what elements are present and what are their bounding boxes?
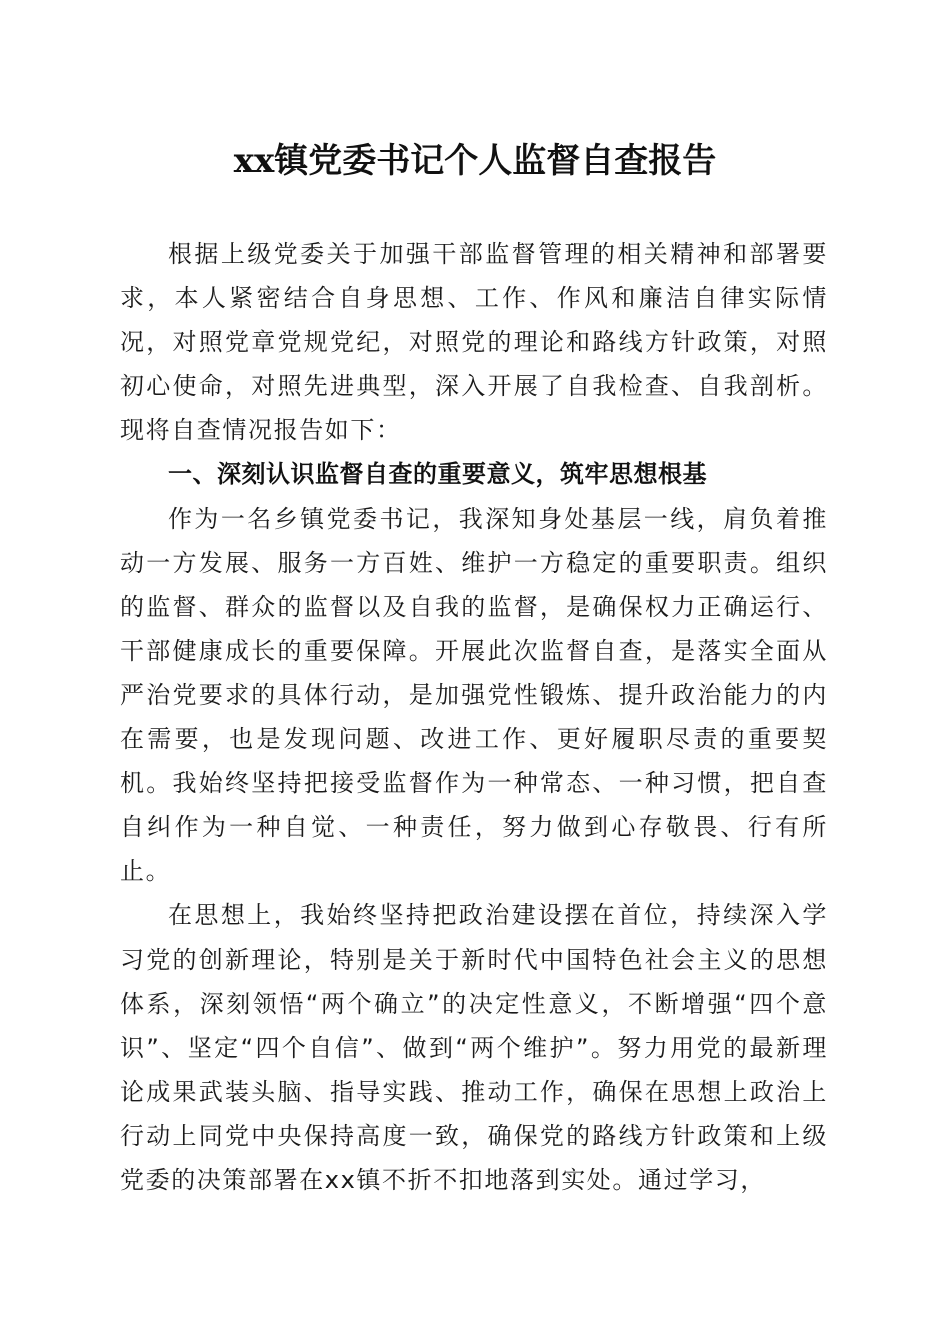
body-paragraph: 作为一名乡镇党委书记，我深知身处基层一线，肩负着推动一方发展、服务一方百姓、维护一方稳定的重要职责。组织的监督、群众的监督以及自我的监督，是确保权力正确运行、干部健康成长的重要保障。开展此次监督自查，是落实全面从严治党要求的具体行动，是加强党性锻炼、提升政治能力的内在需要，也是发现问题、改进工作、更好履职尽责的重要契机。我始终坚持把接受监督作为一种常态、一种习惯，把自查自纠作为一种自觉、一种责任，努力做到心存敬畏、行有所止。 [120,504,828,886]
document-title: xx镇党委书记个人监督自查报告 [233,141,717,181]
intro-paragraph: 根据上级党委关于加强干部监督管理的相关精神和部署要求，本人紧密结合自身思想、工作、作风和廉洁自律实际情况，对照党章党规党纪，对照党的理论和路线方针政策，对照初心使命，对照先进典型，深入开展了自我检查、自我剖析。现将自查情况报告如下： [120,240,828,445]
document-body [120,232,828,1202]
body-paragraph: 在思想上，我始终坚持把政治建设摆在首位，持续深入学习党的创新理论，特别是关于新时代中国特色社会主义的思想体系，深刻领悟“两个确立”的决定性意义，不断增强“四个意识”、坚定“四个自信”、做到“两个维护”。努力用党的最新理论成果武装头脑、指导实践、推动工作，确保在思想上政治上行动上同党中央保持高度一致，确保党的路线方针政策和上级党委的决策部署在xx镇不折不扣地落到实处。通过学习， [120,901,828,1194]
section-heading: 一、深刻认识监督自查的重要意义，筑牢思想根基 [168,460,707,489]
